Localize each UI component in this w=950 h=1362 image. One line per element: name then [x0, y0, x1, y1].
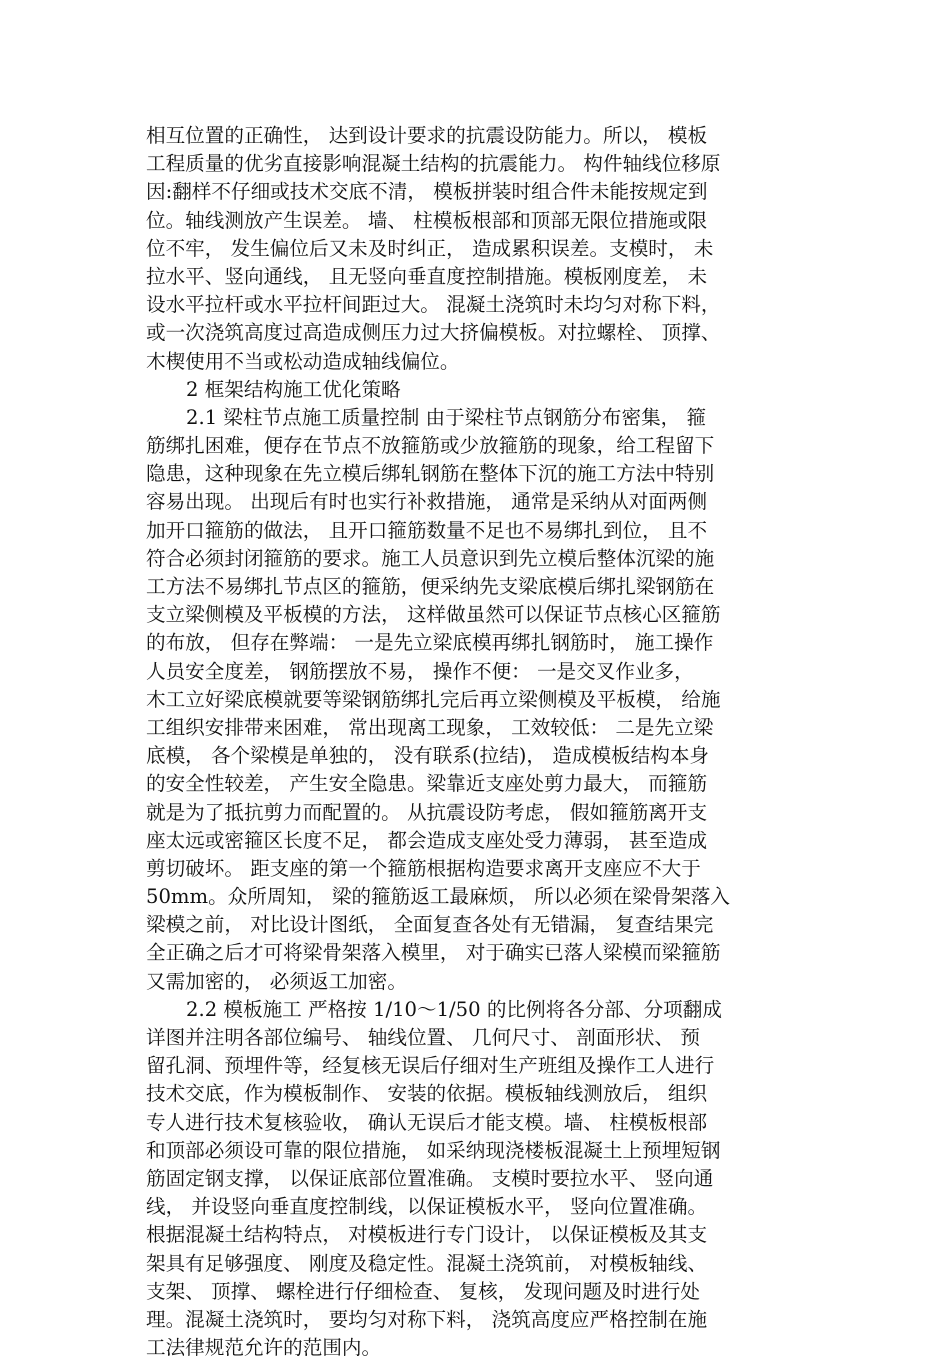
text-line: 工组织安排带来困难， 常出现离工现象， 工效较低： 二是先立梁: [146, 715, 714, 739]
text-line: 工法律规范允许的范围内。: [146, 1336, 382, 1360]
text-line: 理。混凝土浇筑时， 要均匀对称下料， 浇筑高度应严格控制在施: [146, 1307, 708, 1331]
text-line: 相互位置的正确性， 达到设计要求的抗震设防能力。所以， 模板: [146, 124, 708, 147]
text-line: 2.2 模板施工 严格按 1/10～1/50 的比例将各分部、分项翻成: [186, 997, 722, 1021]
text-line: 的安全性较差， 产生安全隐患。梁靠近支座处剪力最大， 而箍筋: [146, 772, 708, 796]
text-line: 木工立好梁底模就要等梁钢筋绑扎完后再立梁侧模及平板模， 给施: [146, 687, 721, 711]
text-line: 座太远或密箍区长度不足， 都会造成支座处受力薄弱， 甚至造成: [146, 828, 708, 852]
text-line: 2 框架结构施工优化策略: [186, 377, 401, 401]
text-line: 支立梁侧模及平板模的方法， 这样做虽然可以保证节点核心区箍筋: [146, 603, 721, 627]
text-line: 又需加密的， 必须返工加密。: [146, 969, 407, 993]
text-line: 或一次浇筑高度过高造成侧压力过大挤偏模板。对拉螺栓、 顶撑、: [146, 321, 721, 345]
text-line: 工程质量的优劣直接影响混凝土结构的抗震能力。 构件轴线位移原: [146, 152, 721, 176]
text-line: 架具有足够强度、 刚度及稳定性。混凝土浇筑前， 对模板轴线、: [146, 1251, 708, 1275]
text-line: 就是为了抵抗剪力而配置的。 从抗震设防考虑， 假如箍筋离开支: [146, 800, 708, 824]
text-line: 技术交底，作为模板制作、 安装的依据。模板轴线测放后， 组织: [146, 1082, 708, 1106]
text-line: 拉水平、竖向通线， 且无竖向垂直度控制措施。模板刚度差， 未: [146, 264, 708, 288]
text-line: 线， 并设竖向垂直度控制线，以保证模板水平， 竖向位置准确。: [146, 1195, 708, 1219]
text-line: 全正确之后才可将梁骨架落入模里， 对于确实已落人梁模而梁箍筋: [146, 941, 721, 965]
text-line: 剪切破坏。 距支座的第一个箍筋根据构造要求离开支座应不大于: [146, 856, 701, 880]
text-line: 容易出现。 出现后有时也实行补救措施， 通常是采纳从对面两侧: [146, 490, 708, 514]
text-line: 符合必须封闭箍筋的要求。施工人员意识到先立模后整体沉梁的施: [146, 546, 715, 570]
text-line: 详图并注明各部位编号、 轴线位置、 几何尺寸、 剖面形状、 预: [146, 1026, 700, 1049]
text-line: 隐患，这种现象在先立模后绑轧钢筋在整体下沉的施工方法中特别: [146, 462, 715, 486]
text-line: 筋固定钢支撑， 以保证底部位置准确。 支模时要拉水平、 竖向通: [146, 1166, 714, 1190]
text-line: 的布放， 但存在弊端： 一是先立梁底模再绑扎钢筋时， 施工操作: [146, 631, 714, 655]
text-line: 留孔洞、预埋件等，经复核无误后仔细对生产班组及操作工人进行: [146, 1054, 715, 1078]
text-line: 加开口箍筋的做法， 且开口箍筋数量不足也不易绑扎到位， 且不: [146, 518, 708, 542]
text-line: 2.1 梁柱节点施工质量控制 由于梁柱节点钢筋分布密集， 箍: [186, 405, 707, 429]
text-line: 筋绑扎困难，便存在节点不放箍筋或少放箍筋的现象，给工程留下: [146, 434, 715, 458]
text-line: 和顶部必须设可靠的限位措施， 如采纳现浇楼板混凝土上预埋短钢: [146, 1138, 721, 1162]
document-body: [146, 122, 806, 1362]
text-line: 支架、 顶撑、 螺栓进行仔细检查、 复核， 发现问题及时进行处: [146, 1279, 700, 1303]
text-line: 木楔使用不当或松动造成轴线偏位。: [146, 349, 460, 373]
text-line: 设水平拉杆或水平拉杆间距过大。 混凝土浇筑时未均匀对称下料，: [146, 293, 721, 317]
text-line: 50mm。众所周知， 梁的箍筋返工最麻烦， 所以必须在梁骨架落入: [146, 885, 730, 909]
text-line: 专人进行技术复核验收， 确认无误后才能支模。墙、 柱模板根部: [146, 1110, 708, 1134]
text-line: 工方法不易绑扎节点区的箍筋，便采纳先支梁底模后绑扎梁钢筋在: [146, 575, 715, 598]
text-line: 因:翻样不仔细或技术交底不清， 模板拼装时组合件未能按规定到: [146, 180, 708, 204]
text-line: 位。轴线测放产生误差。 墙、 柱模板根部和顶部无限位措施或限: [146, 208, 708, 232]
text-line: 人员安全度差， 钢筋摆放不易， 操作不便： 一是交叉作业多，: [146, 659, 694, 683]
text-line: 梁模之前， 对比设计图纸， 全面复查各处有无错漏， 复查结果完: [146, 913, 714, 937]
text-line: 根据混凝土结构特点， 对模板进行专门设计， 以保证模板及其支: [146, 1223, 708, 1247]
text-line: 底模， 各个梁模是单独的， 没有联系(拉结)， 造成模板结构本身: [146, 744, 710, 768]
text-line: 位不牢， 发生偏位后又未及时纠正， 造成累积误差。支模时， 未: [146, 236, 714, 260]
